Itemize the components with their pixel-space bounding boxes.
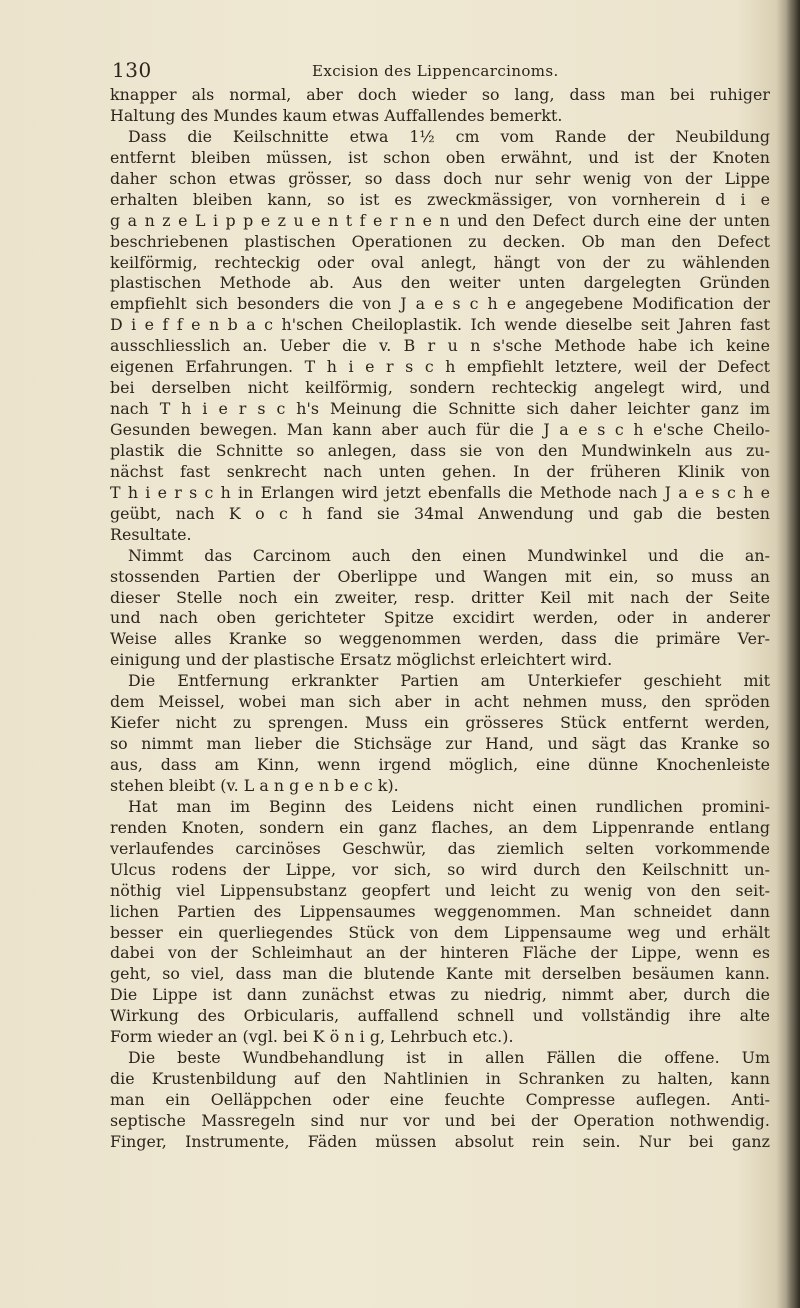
page-edge-shadow [786,0,800,1308]
text-line: knapper als normal, aber doch wieder so lang, dass man bei ruhiger [110,85,770,104]
page-header [112,58,752,82]
text-line: so nimmt man lieber die Stichsäge zur Hand, und sägt das Kranke so [110,734,770,754]
text-line: besser ein querliegendes Stück von dem Lippensaume weg und erhält [110,922,770,942]
text-line: geht, so viel, dass man die blutende Kante mit derselben besäumen kann. [110,964,770,984]
text-line: T h i e r s c h in Erlangen wird jetzt ebenfalls die Methode nach J a e s c h e [110,482,770,502]
text-line: ausschliesslich an. Ueber die v. B r u n s'sche Methode habe ich keine [110,336,770,356]
text-line: plastik die Schnitte so anlegen, dass sie von den Mundwinkeln aus zu- [110,440,770,460]
text-line: Kiefer nicht zu sprengen. Muss ein grösseres Stück entfernt werden, [110,713,770,733]
text-line: bei derselben nicht keilförmig, sondern rechteckig angelegt wird, und [110,378,770,398]
text-line: nöthig viel Lippensubstanz geopfert und leicht zu wenig von den seit- [110,880,770,900]
text-line: eigenen Erfahrungen. T h i e r s c h empfiehlt letztere, weil der Defect [110,357,770,377]
text-line: Hat man im Beginn des Leidens nicht einen rundlichen promini- [128,796,770,816]
text-line: dem Meissel, wobei man sich aber in acht nehmen muss, den spröden [110,692,770,712]
text-line: g a n z e L i p p e z u e n t f e r n e n und den Defect durch eine der unten [110,210,770,230]
text-line: Die Entfernung erkrankter Partien am Unterkiefer geschieht mit [128,671,770,691]
text-line: stehen bleibt (v. L a n g e n b e c k). [110,775,399,795]
text-line: Ulcus rodens der Lippe, vor sich, so wird durch den Keilschnitt un- [110,859,770,879]
text-line: geübt, nach K o c h fand sie 34mal Anwendung und gab die besten [110,503,770,523]
text-line: beschriebenen plastischen Operationen zu decken. Ob man den Defect [110,231,770,251]
running-title: Excision des Lippencarcinoms. [312,62,559,80]
text-line: renden Knoten, sondern ein ganz flaches, an dem Lippenrande entlang [110,817,770,837]
text-line: und nach oben gerichteter Spitze excidirt werden, oder in anderer [110,608,770,628]
text-line: Die beste Wundbehandlung ist in allen Fällen die offene. Um [128,1048,770,1068]
text-line: erhalten bleiben kann, so ist es zweckmässiger, von vornherein d i e [110,189,770,209]
text-line: die Krustenbildung auf den Nahtlinien in Schranken zu halten, kann [110,1069,770,1089]
text-line: dieser Stelle noch ein zweiter, resp. dritter Keil mit nach der Seite [110,587,770,607]
text-line: empfiehlt sich besonders die von J a e s c h e angegebene Modification der [110,294,770,314]
text-line: nächst fast senkrecht nach unten gehen. In der früheren Klinik von [110,461,770,481]
text-line: Finger, Instrumente, Fäden müssen absolut rein sein. Nur bei ganz [110,1131,770,1151]
text-line: man ein Oelläppchen oder eine feuchte Compresse auflegen. Anti- [110,1090,770,1109]
text-line: Form wieder an (vgl. bei K ö n i g, Lehrbuch etc.). [110,1027,514,1047]
text-line: nach T h i e r s c h's Meinung die Schnitte sich daher leichter ganz im [110,399,770,419]
text-line: daher schon etwas grösser, so dass doch nur sehr wenig von der Lippe [110,168,770,188]
text-line: septische Massregeln sind nur vor und bei der Operation nothwendig. [110,1110,770,1130]
text-line: einigung und der plastische Ersatz möglichst erleichtert wird. [110,650,613,670]
text-line: Weise alles Kranke so weggenommen werden, dass die primäre Ver- [110,629,770,649]
text-line: entfernt bleiben müssen, ist schon oben erwähnt, und ist der Knoten [110,147,770,167]
text-line: keilförmig, rechteckig oder oval anlegt, hängt von der zu wählenden [110,252,770,272]
text-line: dabei von der Schleimhaut an der hinteren Fläche der Lippe, wenn es [110,943,770,963]
text-line: Dass die Keilschnitte etwa 1½ cm vom Rande der Neubildung [128,126,770,146]
text-line: Nimmt das Carcinom auch den einen Mundwinkel und die an- [128,545,770,565]
text-line: Wirkung des Orbicularis, auffallend schnell und vollständig ihre alte [110,1006,770,1026]
text-line: verlaufendes carcinöses Geschwür, das ziemlich selten vorkommende [110,838,770,858]
text-line: Gesunden bewegen. Man kann aber auch für die J a e s c h e'sche Cheilo- [110,420,770,439]
text-line: D i e f f e n b a c h'schen Cheiloplastik. Ich wende dieselbe seit Jahren fast [110,315,770,335]
body-text [110,85,770,1153]
text-line: stossenden Partien der Oberlippe und Wangen mit ein, so muss an [110,566,770,586]
text-line: Resultate. [110,524,192,544]
text-line: Haltung des Mundes kaum etwas Auffallendes bemerkt. [110,105,563,125]
text-line: plastischen Methode ab. Aus den weiter unten dargelegten Gründen [110,273,770,293]
text-line: Die Lippe ist dann zunächst etwas zu niedrig, nimmt aber, durch die [110,985,770,1005]
text-line: aus, dass am Kinn, wenn irgend möglich, eine dünne Knochenleiste [110,755,770,774]
text-line: lichen Partien des Lippensaumes weggenommen. Man schneidet dann [110,901,770,921]
page-number: 130 [112,58,152,82]
